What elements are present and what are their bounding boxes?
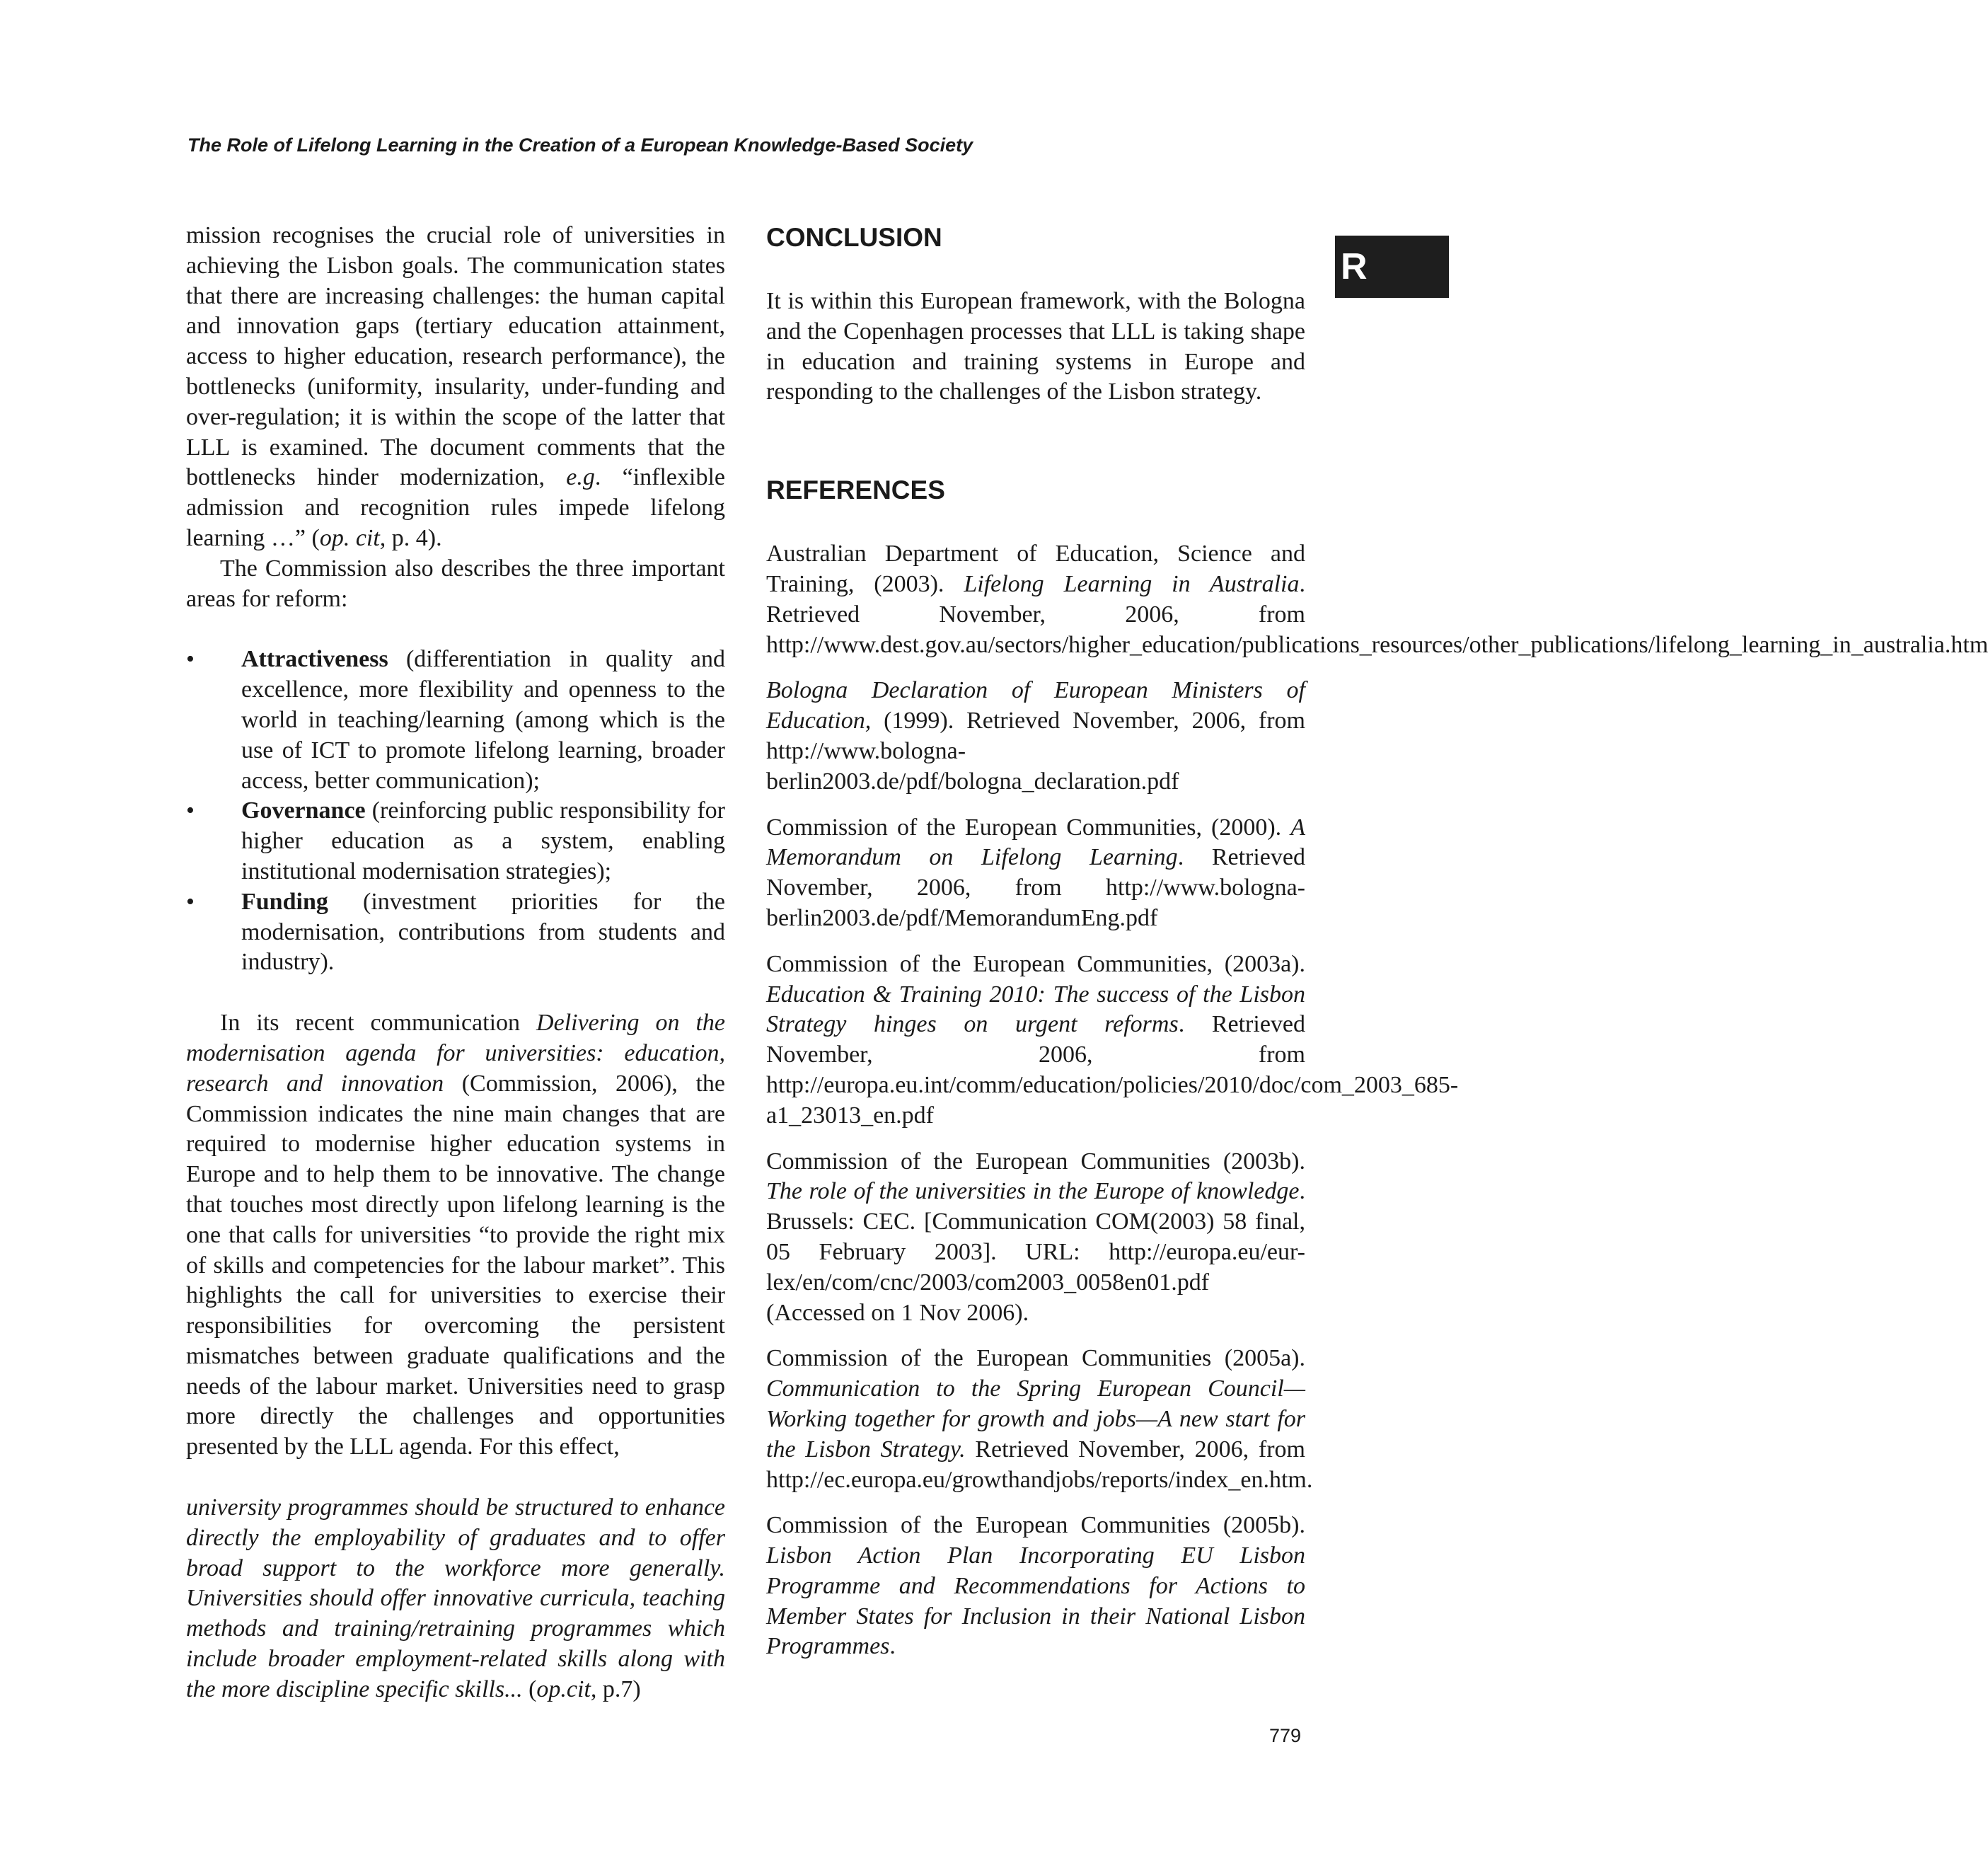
reference-entry <box>766 813 1305 934</box>
ref-authors: Commission of the European Communities (2005a). <box>766 1345 1305 1372</box>
list-item-text: (differentiation in quality and excellence, more flexibility and openness to the world in teaching/learning (among which is the use of ICT to promote lifelong learning, broader access, better communication); <box>241 646 725 794</box>
references-heading: REFERENCES <box>766 475 945 505</box>
conclusion-heading: CONCLUSION <box>766 223 942 252</box>
ref-title: Education & Training 2010: The success of the Lisbon Strategy hinges on urgent reforms <box>766 981 1305 1038</box>
ref-title: A Memorandum on Lifelong Learning <box>766 814 1305 871</box>
list-item-term: Governance <box>241 797 366 824</box>
ref-authors: Commission of the European Communities, (2000). <box>766 814 1291 841</box>
ref-details: (1999). Retrieved November, 2006, from http://www.bologna-berlin2003.de/pdf/bologna_declaration.pdf <box>766 708 1305 795</box>
section-tab-marker: R <box>1335 236 1449 298</box>
ref-details: . Brussels: CEC. [Communication COM(2003) 58 final, 05 February 2003]. URL: http://europa.eu/eur-lex/en/com/cnc/2003/com2003_0058en01.pdf (Accessed on 1 Nov 2006). <box>766 1178 1305 1326</box>
ref-details: . <box>889 1633 896 1660</box>
reference-entry <box>766 1511 1305 1662</box>
reference-entry <box>766 676 1305 797</box>
ref-details: . Retrieved November, 2006, from http://europa.eu.int/comm/education/policies/2010/doc/com_2003_685-a1_23013_en.pdf <box>766 1011 1459 1129</box>
body-paragraph <box>186 1008 725 1463</box>
list-item-text: (investment priorities for the modernisation, contributions from students and industry). <box>241 888 725 976</box>
list-item <box>186 645 725 796</box>
ref-details: . Retrieved November, 2006, from http://www.dest.gov.au/sectors/higher_education/publications_resources/other_publications/lifelong_learning_in_australia.htm <box>766 570 1988 658</box>
paragraph-text: p. 4). <box>386 524 442 551</box>
quote-text: university programmes should be structured to enhance directly the employability of graduates and to offer broad support to the workforce more generally. Universities should offer innovative curricula, teaching methods and training/retraining programmes which include broader employment-related skills along with the more discipline specific skills... <box>186 1494 725 1702</box>
conclusion-paragraph: It is within this European framework, with the Bologna and the Copenhagen processes that LLL is taking shape in education and training systems in Europe and responding to the challenges of the Lisbon strategy. <box>766 288 1305 405</box>
paragraph-text: In its recent communication <box>220 1010 537 1037</box>
reference-entry <box>766 950 1459 1131</box>
list-item-term: Funding <box>241 888 328 915</box>
body-paragraph: The Commission also describes the three important areas for reform: <box>186 555 725 612</box>
quote-paren: ( <box>528 1675 537 1702</box>
paragraph-text: (Commission, 2006), the Commission indicates the nine main changes that are required to modernise higher education systems in Europe and to help them to be innovative. The change that touches most directly upon lifelong learning is the one that calls for universities “to provide the right mix of skills and competencies for the labour market”. This highlights the call for universities to exercise their responsibilities for overcoming the persistent mismatches between graduate qualifications and the needs of the labour market. Universities need to grasp more directly the challenges and opportunities presented by the LLL agenda. For this effect, <box>186 1070 726 1460</box>
body-paragraph <box>186 221 725 554</box>
running-header: The Role of Lifelong Learning in the Creation of a European Knowledge-Based Society <box>187 134 973 156</box>
ref-authors: Commission of the European Communities, (2003a). <box>766 950 1305 977</box>
citation: op. cit, <box>319 524 386 551</box>
left-column <box>186 221 725 1705</box>
paragraph-text: mission recognises the crucial role of universities in achieving the Lisbon goals. The communication states that there are increasing challenges: the human capital and innovation gaps (tertiary education attainment, access to higher education, research performance), the bottlenecks (uniformity, insularity, under-funding and over-regulation; it is within the scope of the latter that LLL is examined. The document comments that the bottlenecks hinder modernization, <box>186 222 725 491</box>
document-title: Delivering on the modernisation agenda for universities: education, research and innovation <box>186 1010 726 1097</box>
ref-authors: Commission of the European Communities (2003b). <box>766 1148 1305 1175</box>
page-number: 779 <box>1269 1725 1302 1746</box>
right-column <box>766 220 1988 1678</box>
ref-title: Bologna Declaration of European Ministers of Education, <box>766 677 1305 734</box>
ref-title: Lifelong Learning in Australia <box>964 570 1300 597</box>
reform-areas-list <box>186 645 725 978</box>
list-item <box>186 796 725 887</box>
ref-details: Retrieved November, 2006, from http://ec.europa.eu/growthandjobs/reports/index_en.htm. <box>766 1436 1313 1493</box>
ref-details: . Retrieved November, 2006, from http://www.bologna-berlin2003.de/pdf/MemorandumEng.pdf <box>766 844 1305 931</box>
italic-abbrev: e.g <box>566 464 595 491</box>
paragraph-text: . “inflexible admission and recognition rules impede lifelong learning …” ( <box>186 464 725 551</box>
ref-authors: Commission of the European Communities (2005b). <box>766 1512 1305 1539</box>
reference-entry <box>766 1147 1305 1329</box>
list-item-term: Attractiveness <box>241 646 388 673</box>
reference-entry <box>766 1344 1313 1495</box>
reference-entry <box>766 539 1988 660</box>
ref-authors: Australian Department of Education, Science and Training, (2003). <box>766 541 1305 597</box>
list-item-text: (reinforcing public responsibility for higher education as a system, enabling institutional modernisation strategies); <box>241 797 725 884</box>
quote-citation-page: p.7) <box>596 1675 641 1702</box>
citation: op.cit, <box>536 1675 597 1702</box>
block-quote <box>186 1493 725 1705</box>
ref-title: Lisbon Action Plan Incorporating EU Lisbon Programme and Recommendations for Actions to Member States for Inclusion in their National Lisbon Programmes <box>766 1542 1305 1660</box>
list-item <box>186 887 725 978</box>
ref-title: The role of the universities in the Europe of knowledge <box>766 1178 1300 1205</box>
ref-title: Communication to the Spring European Council—Working together for growth and jobs—A new start for the Lisbon Strategy. <box>766 1375 1305 1463</box>
